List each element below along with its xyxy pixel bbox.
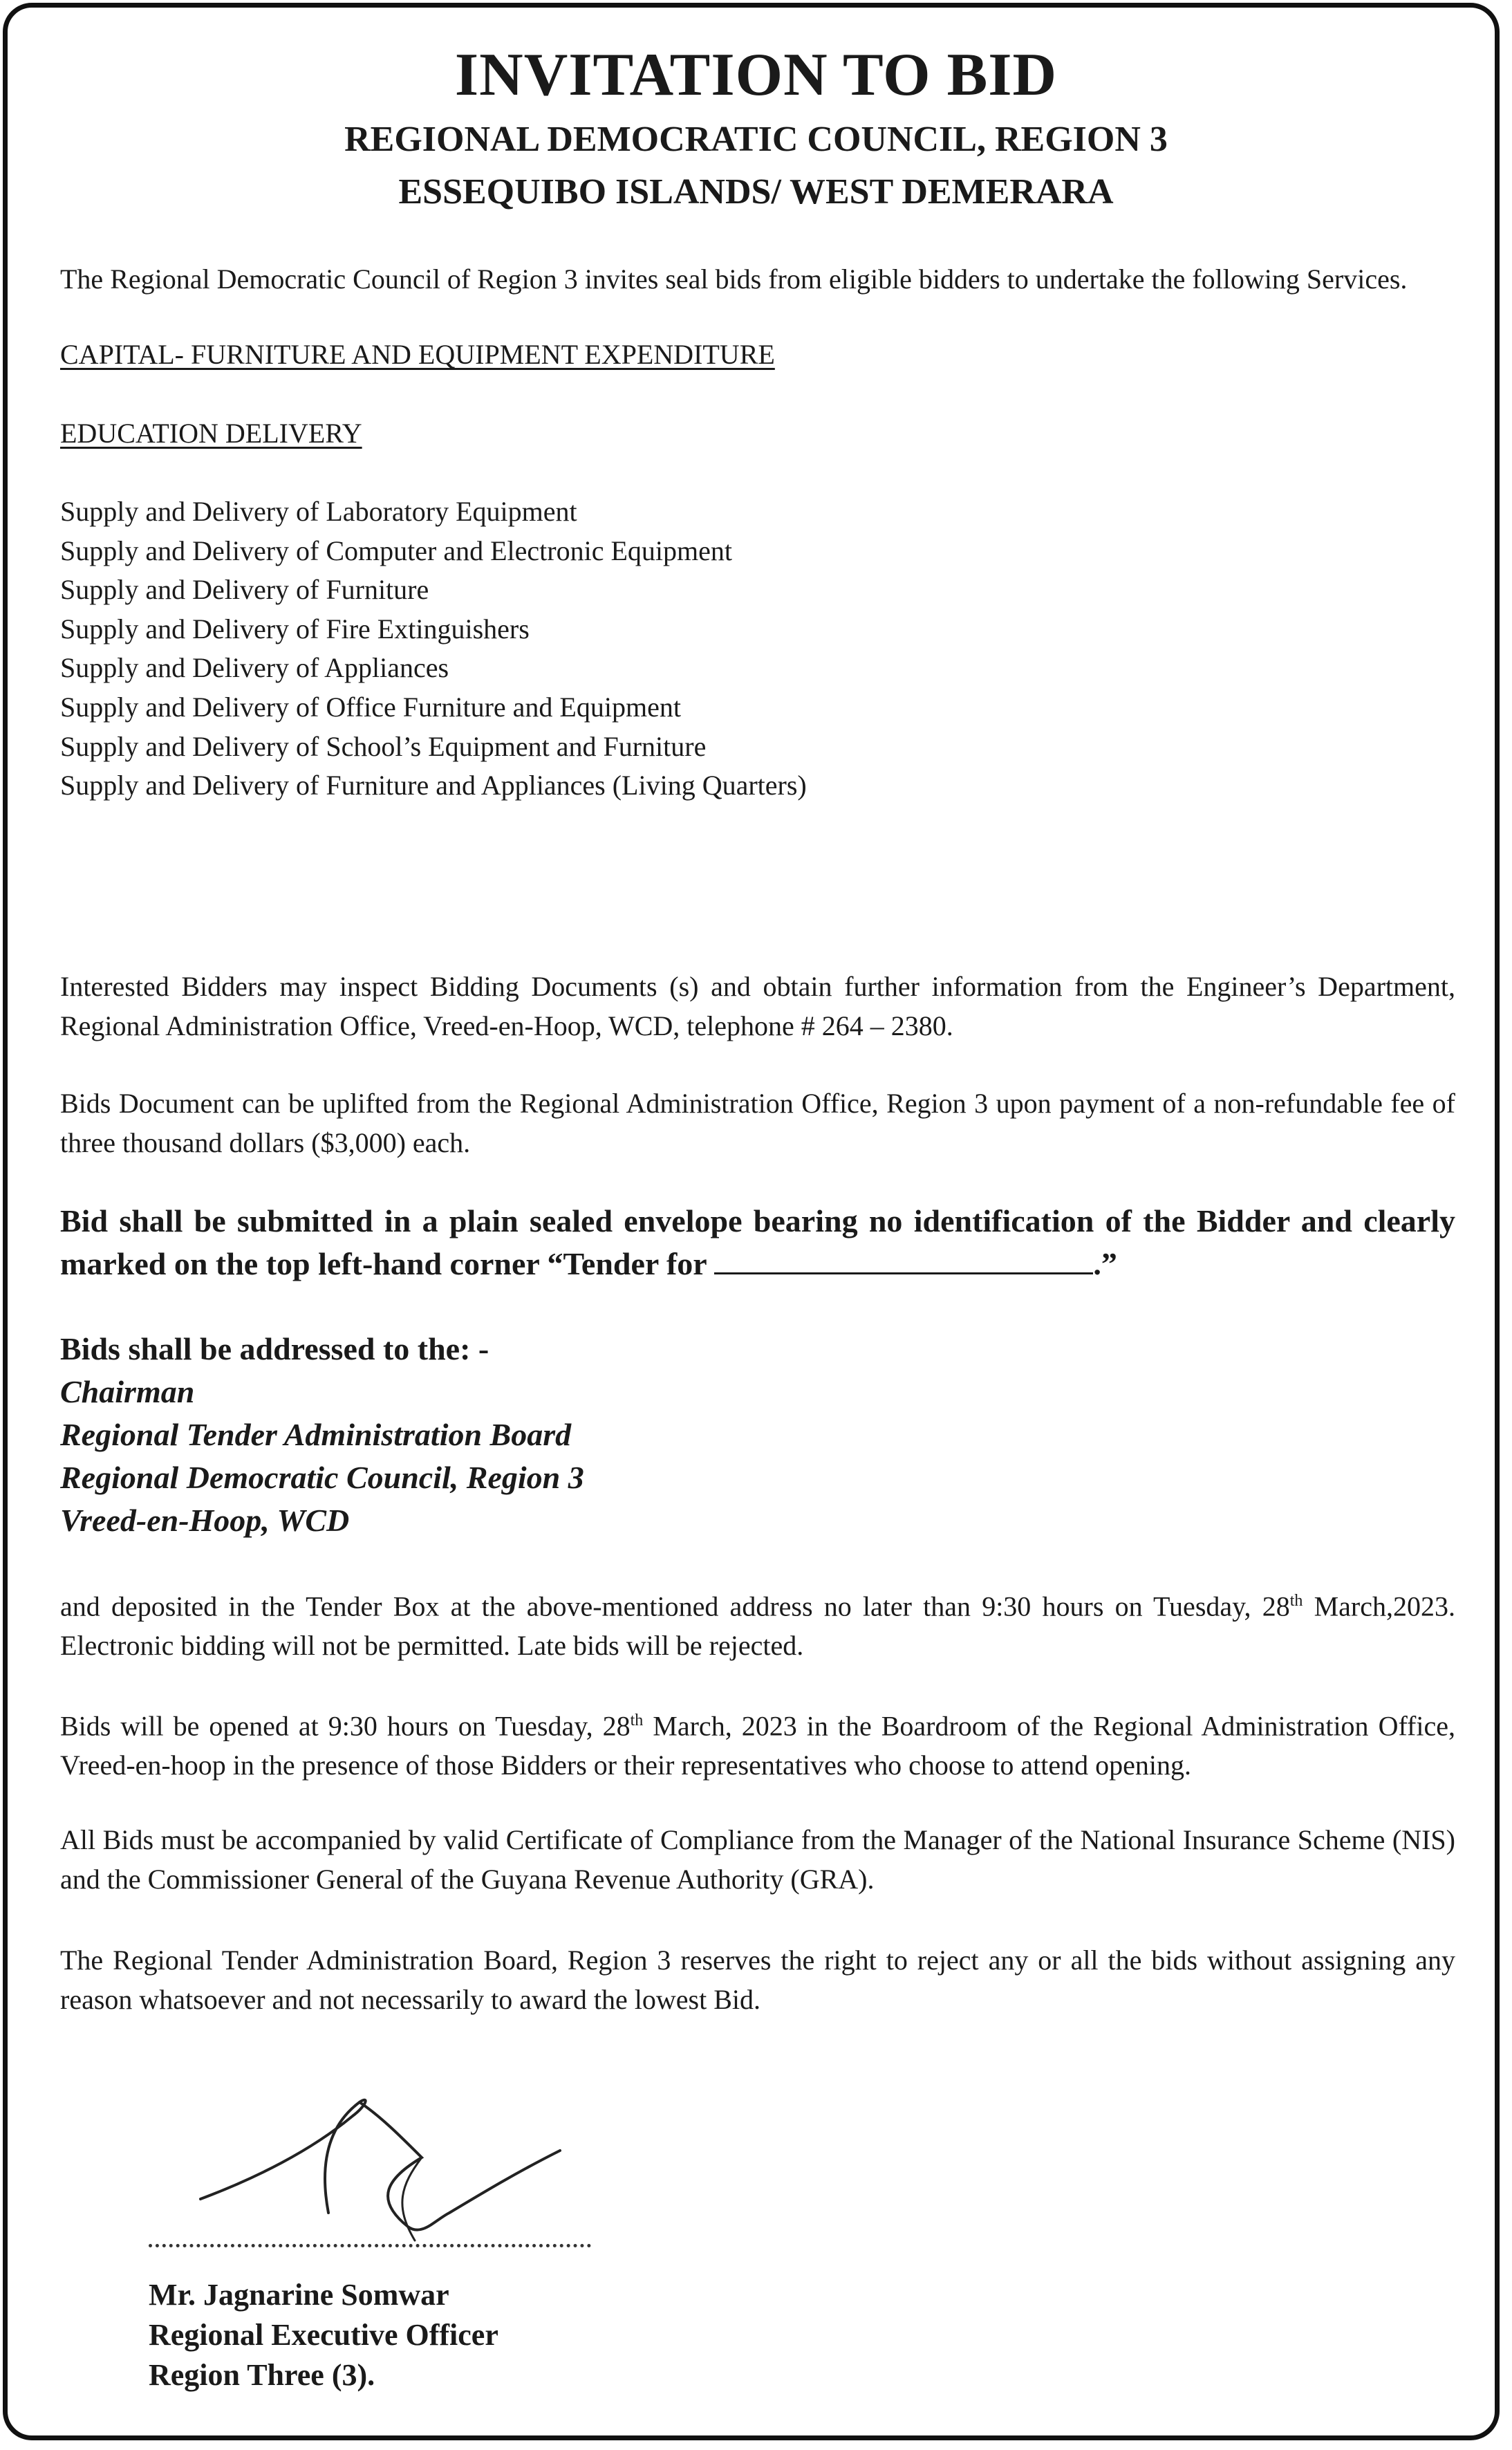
submission-text: Bid shall be submitted in a plain sealed envelope bearing no identification of the Bidder and clearly marked on the top left-hand corner “Tender for <box>60 1203 1455 1281</box>
opening-text: Bids will be opened at 9:30 hours on Tuesday, 28 <box>60 1710 631 1742</box>
signatory-region: Region Three (3). <box>149 2358 375 2392</box>
address-lead: Bids shall be addressed to the: - <box>60 1331 489 1366</box>
opening-paragraph <box>60 1701 1455 1785</box>
uplift-paragraph: Bids Document can be uplifted from the Regional Administration Office, Region 3 upon payment of a non-refundable fee of three thousand dollars ($3,000) each. <box>60 1088 1455 1158</box>
deposit-text-end: March,2023. Electronic bidding will not be permitted. Late bids will be rejected. <box>60 1590 1455 1662</box>
list-item: Supply and Delivery of School’s Equipment and Furniture <box>60 730 707 762</box>
inspect-paragraph: Interested Bidders may inspect Bidding Documents (s) and obtain further information from the Engineer’s Department, Regional Administration Office, Vreed-en-Hoop, WCD, telephone # 264 – 2380. <box>60 971 1455 1041</box>
signatory-block <box>149 2275 498 2395</box>
list-item: Supply and Delivery of Computer and Electronic Equipment <box>60 535 732 566</box>
signatory-name: Mr. Jagnarine Somwar <box>149 2278 449 2312</box>
signature-image <box>194 2075 581 2254</box>
submission-paragraph <box>60 1200 1455 1286</box>
opening-sup: th <box>630 1711 644 1729</box>
signatory-title: Regional Executive Officer <box>149 2318 498 2352</box>
opening-text-end: March, 2023 in the Boardroom of the Regional Administration Office, Vreed-en-hoop in the presence of those Bidders or their representatives who choose to attend opening. <box>60 1710 1455 1781</box>
signature-line <box>149 2244 591 2247</box>
services-list <box>60 492 1455 806</box>
region-heading: ESSEQUIBO ISLANDS/ WEST DEMERARA <box>398 172 1114 212</box>
submission-end: .” <box>1093 1246 1117 1281</box>
deposit-text: and deposited in the Tender Box at the above-mentioned address no later than 9:30 hours on Tuesday, 28 <box>60 1590 1290 1622</box>
reserve-paragraph: The Regional Tender Administration Board, Region 3 reserves the right to reject any or all the bids without assigning any reason whatsoever and not necessarily to award the lowest Bid. <box>60 1945 1455 2015</box>
deposit-paragraph <box>60 1581 1455 1665</box>
address-line: Regional Democratic Council, Region 3 <box>60 1460 584 1495</box>
list-item: Supply and Delivery of Appliances <box>60 652 449 684</box>
tender-blank-line <box>714 1245 1093 1274</box>
page-title: INVITATION TO BID <box>454 41 1058 109</box>
compliance-paragraph: All Bids must be accompanied by valid Certificate of Compliance from the Manager of the National Insurance Scheme (NIS) and the Commissioner General of the Guyana Revenue Authority (GRA). <box>60 1824 1455 1895</box>
list-item: Supply and Delivery of Fire Extinguishers <box>60 613 530 644</box>
section-heading: CAPITAL- FURNITURE AND EQUIPMENT EXPENDITURE <box>60 339 775 370</box>
address-line: Vreed-en-Hoop, WCD <box>60 1503 350 1538</box>
org-heading: REGIONAL DEMOCRATIC COUNCIL, REGION 3 <box>344 120 1168 159</box>
address-block <box>60 1328 1455 1542</box>
intro-paragraph: The Regional Democratic Council of Region 3 invites seal bids from eligible bidders to undertake the following Services. <box>60 263 1408 295</box>
subsection-heading: EDUCATION DELIVERY <box>60 418 362 449</box>
address-line: Regional Tender Administration Board <box>60 1417 572 1452</box>
deposit-sup: th <box>1289 1592 1303 1610</box>
address-line: Chairman <box>60 1374 195 1409</box>
list-item: Supply and Delivery of Furniture and Appliances (Living Quarters) <box>60 770 807 801</box>
list-item: Supply and Delivery of Furniture <box>60 574 429 606</box>
list-item: Supply and Delivery of Office Furniture and Equipment <box>60 691 681 723</box>
list-item: Supply and Delivery of Laboratory Equipment <box>60 496 577 527</box>
